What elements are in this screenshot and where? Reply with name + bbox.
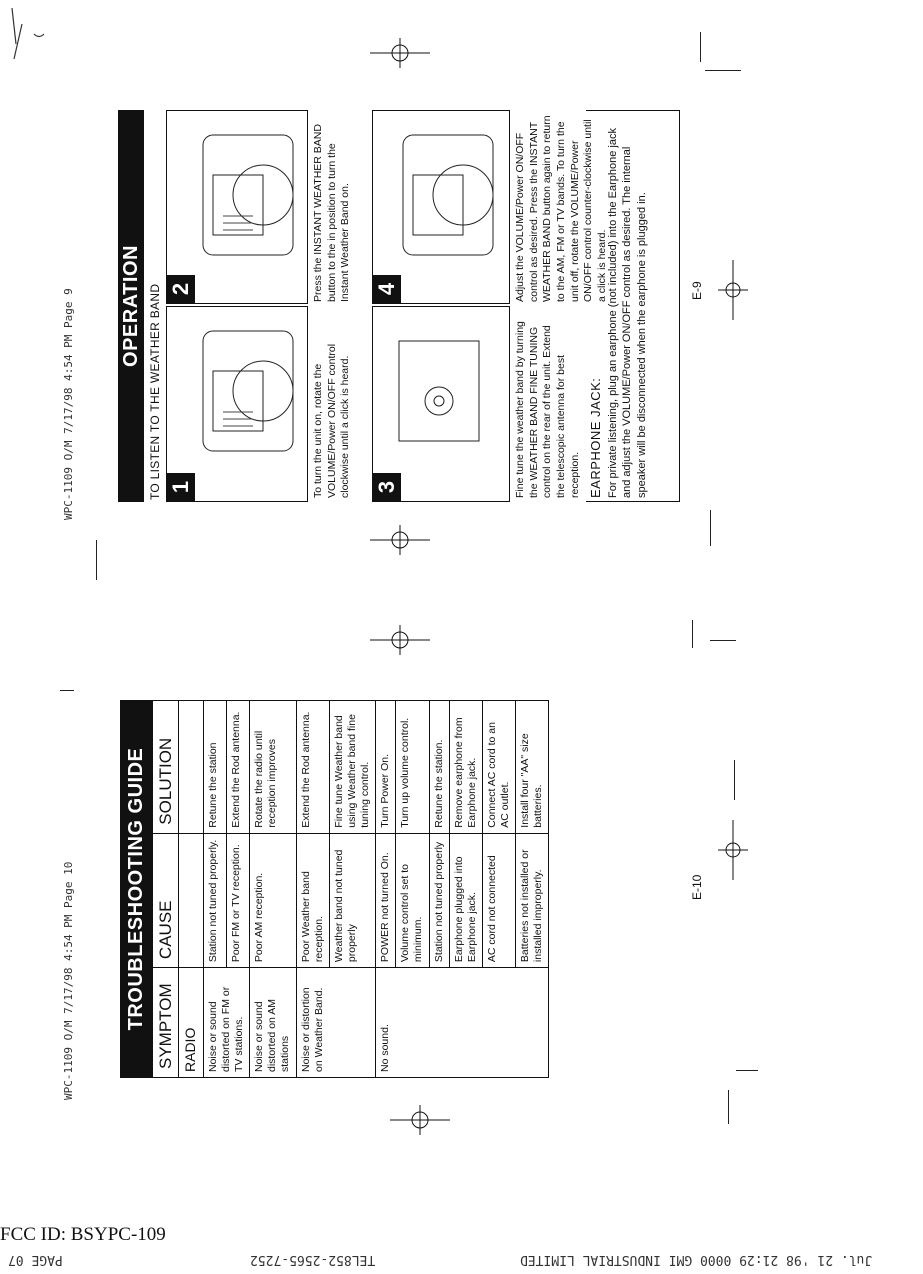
symptom-cell: No sound.: [376, 968, 549, 1078]
step-3-number: 3: [374, 480, 399, 494]
symptom-cell: Noise or distortion on Weather Band.: [296, 968, 376, 1078]
symptom-cell: Noise or sound distorted on AM stations: [250, 968, 296, 1078]
cause-cell: Poor FM or TV reception.: [226, 833, 249, 967]
operation-page-label: [690, 281, 704, 300]
fcc-id: [0, 1224, 166, 1246]
step-2-text: [312, 114, 353, 302]
cause-header: CAUSE: [153, 833, 179, 967]
cause-cell: Poor Weather band reception.: [296, 833, 329, 967]
step-4-number: 4: [374, 282, 399, 296]
troubleshooting-title: TROUBLESHOOTING GUIDE: [124, 747, 147, 1031]
section-label: RADIO: [179, 968, 204, 1078]
step-number-badge: [373, 275, 401, 303]
registration-mark-icon: [718, 820, 748, 885]
radio-illustration-icon: [173, 311, 303, 461]
crop-mark: [96, 540, 97, 580]
operation-title-bar: [118, 110, 144, 502]
section-empty-cell: [179, 701, 204, 834]
fax-line-right-text: Jul. 21 '98 21:29 0000 GMI INDUSTRIAL LIMITED: [520, 1252, 873, 1267]
solution-cell: Connect AC cord to an AC outlet.: [482, 701, 515, 834]
crop-mark: [692, 620, 693, 648]
cause-cell: Batteries not installed or installed improperly.: [516, 833, 549, 967]
earphone-frame: [586, 110, 680, 502]
solution-cell: Fine tune Weather band using Weather band fine tuning control.: [329, 701, 375, 834]
crop-mark: [710, 640, 736, 641]
solution-cell: Extend the Rod antenna.: [226, 701, 249, 834]
section-row: [179, 701, 204, 1078]
fcc-id-text: FCC ID: BSYPC-109: [0, 1224, 166, 1245]
operation-title: OPERATION: [119, 245, 142, 367]
scan-header-left: [62, 862, 75, 1100]
crop-mark: [700, 32, 701, 62]
solution-cell: Extend the Rod antenna.: [296, 701, 329, 834]
table-header-row: [153, 701, 179, 1078]
fax-line-left-text: PAGE 07: [8, 1252, 63, 1267]
crop-mark: [710, 510, 711, 546]
cause-cell: Weather band not tuned properly: [329, 833, 375, 967]
solution-header: SOLUTION: [153, 701, 179, 834]
crop-mark: [728, 1090, 729, 1124]
troubleshooting-page-number: E-10: [690, 874, 704, 900]
step-number-badge: [373, 473, 401, 501]
step-1-panel: [166, 306, 308, 502]
symptom-cell: Noise or sound distorted on FM or TV stations.: [203, 968, 249, 1078]
registration-mark-icon: [370, 525, 430, 560]
registration-mark-icon: [718, 260, 748, 325]
cause-cell: Station not tuned properly: [429, 833, 449, 967]
table-row: [203, 701, 226, 1078]
section-empty-cell: [179, 833, 204, 967]
step-3-panel: [372, 306, 510, 502]
operation-subtitle: [148, 284, 162, 500]
earphone-jack-title: EARPHONE JACK:: [588, 377, 603, 498]
step-2-panel: [166, 110, 308, 304]
table-row: [250, 701, 296, 1078]
rear-panel-illustration-icon: [379, 311, 505, 461]
cause-cell: POWER not turned On.: [376, 833, 396, 967]
crop-mark: [736, 1070, 758, 1071]
crop-mark: [705, 70, 741, 71]
cause-cell: Poor AM reception.: [250, 833, 296, 967]
troubleshooting-page: [120, 700, 549, 1078]
troubleshooting-table: [152, 700, 549, 1078]
step-1-text: [312, 310, 353, 498]
step-number-badge: [167, 473, 195, 501]
troubleshooting-page-label: [690, 875, 704, 900]
fax-line-left: [8, 1252, 63, 1267]
cause-cell: Earphone plugged into Earphone jack.: [449, 833, 482, 967]
step-1-text-content: To turn the unit on, rotate the VOLUME/Power ON/OFF control clockwise until a click is heard.: [312, 343, 352, 498]
solution-cell: Remove earphone from Earphone jack.: [449, 701, 482, 834]
fax-line: [0, 1250, 923, 1274]
step-1-number: 1: [168, 480, 193, 494]
step-3-text: [514, 310, 582, 498]
step-2-number: 2: [168, 282, 193, 296]
crop-mark: [60, 690, 74, 691]
fax-line-right: [520, 1252, 872, 1267]
solution-cell: Turn up volume control.: [396, 701, 429, 834]
solution-cell: Rotate the radio until reception improves: [250, 701, 296, 834]
scan-header-left-text: WPC-1109 O/M 7/17/98 4:54 PM Page 10: [62, 861, 75, 1100]
registration-mark-icon: [370, 38, 430, 73]
step-number-badge: [167, 275, 195, 303]
step-4-text-content: Adjust the VOLUME/Power ON/OFF control as desired. Press the INSTANT WEATHER BAND button again to return to the AM, FM or TV bands. To turn the unit off, rotate the VOLUME/Power ON/OFF control counter-clockwise until a click is heard.: [514, 115, 608, 302]
step-2-text-content: Press the INSTANT WEATHER BAND button to the in position to turn the Instant Weather Band on.: [312, 124, 352, 302]
cause-cell: Station not tuned properly.: [203, 833, 226, 967]
radio-illustration-icon: [173, 115, 303, 265]
radio-illustration-icon: [377, 115, 503, 265]
registration-mark-icon: [370, 625, 430, 660]
solution-cell: Retune the station: [203, 701, 226, 834]
operation-subtitle-text: TO LISTEN TO THE WEATHER BAND: [148, 283, 162, 500]
symptom-header: SYMPTOM: [153, 968, 179, 1078]
step-3-text-content: Fine tune the weather band by turning the WEATHER BAND FINE TUNING control on the rear of the unit. Extend the telescopic antenna for best reception.: [514, 321, 581, 498]
solution-cell: Install four "AA" size batteries.: [516, 701, 549, 834]
earphone-jack-text: For private listening, plug an earphone (not included) into the Earphone jack and adjust the VOLUME/Power ON/OFF control as desired. The internal speaker will be disconnected when the earphone is plugged in.: [607, 128, 648, 498]
cause-cell: Volume control set to minimum.: [396, 833, 429, 967]
solution-cell: Turn Power On.: [376, 701, 396, 834]
scan-mark-corner: [4, 4, 54, 64]
table-row: [296, 701, 329, 1078]
crop-mark: [734, 760, 735, 800]
fax-line-mid: [250, 1252, 375, 1267]
step-4-panel: [372, 110, 510, 304]
registration-mark-icon: [390, 1105, 450, 1140]
scan-header-right-text: WPC-1109 O/M 7/17/98 4:54 PM Page 9: [62, 288, 75, 520]
cause-cell: AC cord not connected: [482, 833, 515, 967]
fax-line-mid-text: TEL852-2565-7252: [250, 1252, 376, 1267]
table-row: [376, 701, 396, 1078]
scan-header-right: [62, 288, 75, 520]
solution-cell: Retune the station.: [429, 701, 449, 834]
troubleshooting-title-bar: [120, 700, 152, 1078]
operation-page-number: E-9: [690, 281, 704, 300]
